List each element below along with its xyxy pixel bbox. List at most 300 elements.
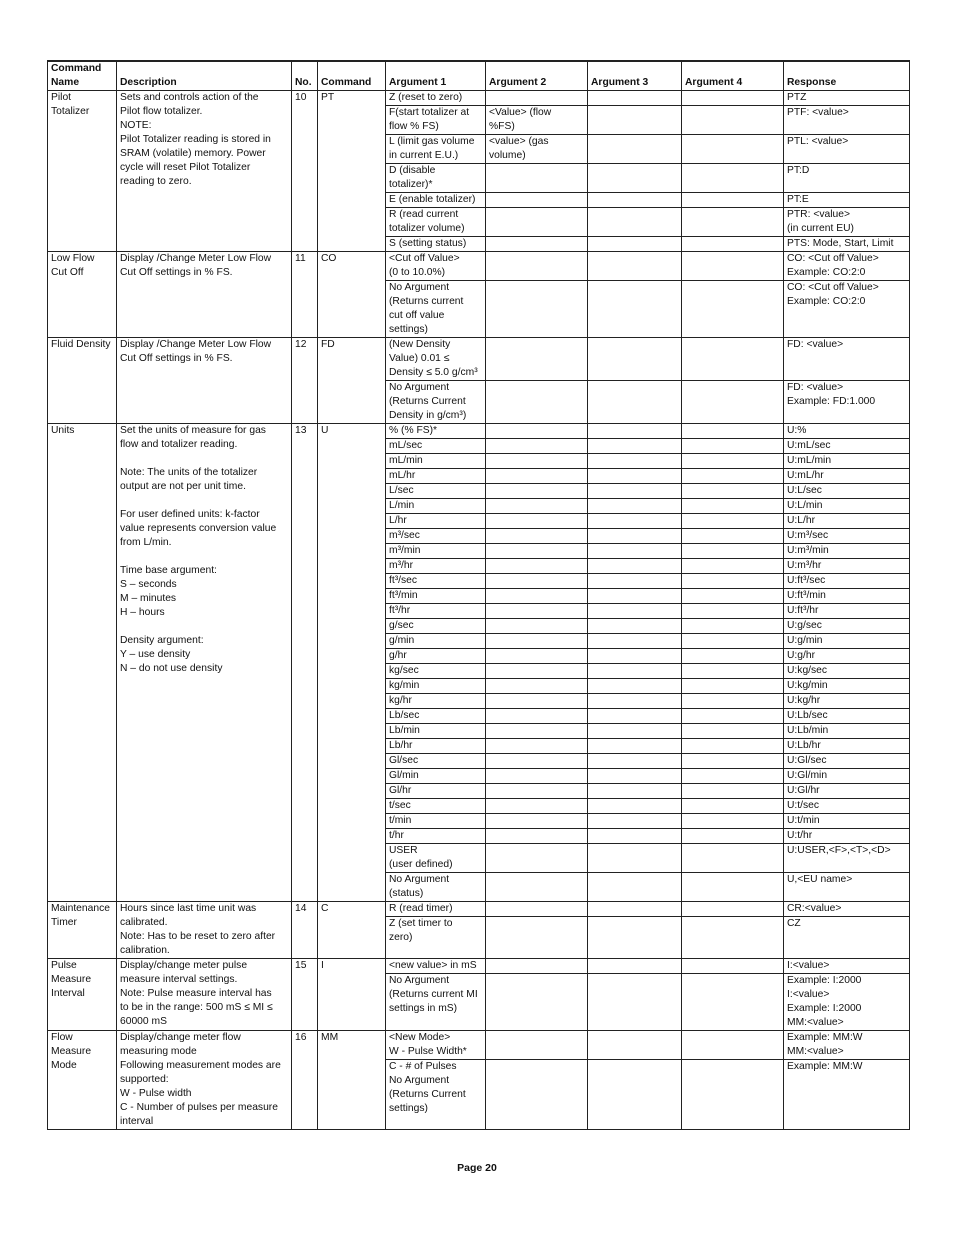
sub-row [682, 619, 783, 634]
response-value: U:L/sec [784, 484, 909, 499]
response-value: PTZ [784, 91, 909, 106]
response-value: U:ft³/min [784, 589, 909, 604]
response-value: U:ft³/sec [784, 574, 909, 589]
sub-row [386, 784, 485, 799]
response-column [784, 91, 910, 252]
sub-row [386, 454, 485, 469]
sub-row [682, 769, 783, 784]
argument-4-value [682, 844, 783, 873]
argument-2-value: <value> (gas volume) [486, 135, 587, 164]
sub-row [386, 1060, 485, 1117]
sub-row [486, 91, 587, 106]
sub-row [588, 135, 681, 164]
argument-1-value: Gl/min [386, 769, 485, 784]
argument-2-value [486, 814, 587, 829]
argument-1-value: Lb/sec [386, 709, 485, 724]
sub-row [588, 439, 681, 454]
sub-row [386, 439, 485, 454]
argument-1-value: m³/sec [386, 529, 485, 544]
sub-row [682, 784, 783, 799]
sub-row [682, 135, 783, 164]
argument-3-value [588, 902, 681, 917]
response-value: PTL: <value> [784, 135, 909, 164]
sub-row [784, 208, 909, 237]
sub-row [386, 281, 485, 338]
response-value: PT:E [784, 193, 909, 208]
argument-1-column [386, 252, 486, 338]
response-column [784, 338, 910, 424]
argument-3-value [588, 574, 681, 589]
sub-row [386, 709, 485, 724]
sub-row [486, 106, 587, 135]
argument-2-column [486, 959, 588, 1031]
argument-2-value [486, 604, 587, 619]
argument-1-value: <new value> in mS [386, 959, 485, 974]
argument-2-value [486, 164, 587, 193]
sub-row [588, 164, 681, 193]
argument-4-value [682, 604, 783, 619]
argument-1-value: No Argument (Returns current cut off value settings) [389, 282, 464, 335]
sub-row [682, 902, 783, 917]
argument-3-value [588, 193, 681, 208]
sub-row [784, 484, 909, 499]
argument-1-value: kg/min [386, 679, 485, 694]
number-cell: 12 [292, 338, 318, 424]
command-row [48, 338, 910, 424]
sub-row [784, 559, 909, 574]
argument-3-value [588, 237, 681, 252]
sub-row [486, 902, 587, 917]
sub-row [682, 679, 783, 694]
description-cell: Sets and controls action of the Pilot flow totalizer. NOTE: Pilot Totalizer reading is stored in SRAM (volatile) memory. Power cycle will reset Pilot Totalizer reading to zero. [117, 91, 292, 252]
sub-row [486, 634, 587, 649]
sub-row [682, 844, 783, 873]
command-name-cell: Pulse Measure Interval [48, 959, 117, 1031]
sub-row [682, 544, 783, 559]
argument-4-value [682, 769, 783, 784]
argument-2-value [486, 559, 587, 574]
argument-2-value [486, 484, 587, 499]
sub-row [588, 649, 681, 664]
sub-row [682, 529, 783, 544]
response-value: U:Lb/hr [784, 739, 909, 754]
sub-row [784, 544, 909, 559]
argument-4-column [682, 252, 784, 338]
argument-3-value [588, 619, 681, 634]
argument-4-value [682, 799, 783, 814]
sub-row [486, 193, 587, 208]
argument-4-value [682, 917, 783, 946]
sub-row [386, 484, 485, 499]
sub-row [386, 1031, 485, 1060]
sub-row [588, 544, 681, 559]
response-value: U,<EU name> [787, 874, 853, 885]
sub-row [386, 694, 485, 709]
sub-row [588, 237, 681, 252]
argument-1-column [386, 424, 486, 902]
sub-row [486, 208, 587, 237]
sub-row [682, 559, 783, 574]
argument-3-column [588, 959, 682, 1031]
command-row [48, 1031, 910, 1130]
sub-row [386, 814, 485, 829]
argument-2-value [486, 381, 587, 424]
command-name-cell: Pilot Totalizer [48, 91, 117, 252]
argument-2-column [486, 252, 588, 338]
sub-row [682, 106, 783, 135]
argument-1-column [386, 338, 486, 424]
sub-row [682, 829, 783, 844]
argument-4-value [682, 252, 783, 281]
sub-row [682, 574, 783, 589]
command-name-cell: Fluid Density [48, 338, 117, 424]
sub-row [486, 281, 587, 338]
sub-row [588, 604, 681, 619]
argument-1-value: F(start totalizer at flow % FS) [386, 106, 485, 135]
sub-row [784, 829, 909, 844]
argument-4-value [682, 754, 783, 769]
argument-3-value [588, 917, 681, 946]
sub-row [588, 529, 681, 544]
argument-1-value: t/hr [386, 829, 485, 844]
command-row [48, 91, 910, 252]
argument-1-value: L (limit gas volume in current E.U.) [386, 135, 485, 164]
argument-4-value [682, 514, 783, 529]
response-value: U:L/min [784, 499, 909, 514]
response-column [784, 1031, 910, 1130]
description-cell: Display /Change Meter Low Flow Cut Off settings in % FS. [117, 252, 292, 338]
argument-4-column [682, 424, 784, 902]
argument-2-value: <Value> (flow %FS) [486, 106, 587, 135]
sub-row [588, 469, 681, 484]
response-value: U:t/min [784, 814, 909, 829]
sub-row [386, 664, 485, 679]
command-cell: PT [318, 91, 386, 252]
sub-row [486, 164, 587, 193]
argument-1-value: <Cut off Value> (0 to 10.0%) [386, 252, 485, 281]
argument-4-column [682, 1031, 784, 1130]
sub-row [386, 252, 485, 281]
sub-row [588, 959, 681, 974]
sub-row [588, 694, 681, 709]
sub-row [784, 499, 909, 514]
response-value: U:g/hr [784, 649, 909, 664]
argument-1-value: ft³/hr [386, 604, 485, 619]
sub-row [784, 135, 909, 164]
command-cell: U [318, 424, 386, 902]
sub-row [588, 709, 681, 724]
argument-3-value [588, 1031, 681, 1060]
sub-row [386, 529, 485, 544]
sub-row [784, 338, 909, 381]
sub-row [386, 559, 485, 574]
argument-3-value [588, 709, 681, 724]
sub-row [386, 974, 485, 1031]
argument-2-value [486, 424, 587, 439]
argument-4-value [682, 784, 783, 799]
sub-row [588, 784, 681, 799]
sub-row [682, 709, 783, 724]
response-value: CZ [787, 918, 801, 929]
argument-2-column [486, 902, 588, 959]
sub-row [386, 193, 485, 208]
sub-row [588, 589, 681, 604]
sub-row [682, 381, 783, 424]
argument-2-value [486, 917, 587, 946]
argument-1-value: L/hr [386, 514, 485, 529]
sub-row [588, 208, 681, 237]
argument-4-value [682, 589, 783, 604]
header-no: No. [292, 61, 318, 91]
sub-row [784, 193, 909, 208]
sub-row [784, 439, 909, 454]
sub-row [486, 799, 587, 814]
argument-1-value: D (disable totalizer)* [386, 164, 485, 193]
argument-4-value [682, 873, 783, 902]
sub-row [588, 917, 681, 946]
argument-4-value [682, 439, 783, 454]
argument-1-value: m³/hr [386, 559, 485, 574]
argument-3-column [588, 338, 682, 424]
argument-2-value [486, 193, 587, 208]
sub-row [588, 252, 681, 281]
sub-row [588, 799, 681, 814]
sub-row [588, 574, 681, 589]
sub-row [588, 974, 681, 1031]
argument-1-value: % (% FS)* [386, 424, 485, 439]
argument-2-value [486, 499, 587, 514]
sub-row [682, 484, 783, 499]
argument-2-value [486, 649, 587, 664]
response-value: U:t/hr [784, 829, 909, 844]
sub-row [386, 679, 485, 694]
response-value: U:USER,<F>,<T>,<D> [784, 844, 909, 873]
argument-2-value [486, 208, 587, 237]
argument-2-column [486, 91, 588, 252]
sub-row [386, 769, 485, 784]
argument-4-value [682, 634, 783, 649]
response-value: FD: <value> [784, 338, 909, 381]
argument-3-value [588, 91, 681, 106]
argument-2-value [486, 902, 587, 917]
sub-row [486, 873, 587, 902]
sub-row [486, 574, 587, 589]
command-cell: C [318, 902, 386, 959]
sub-row [784, 664, 909, 679]
sub-row [784, 769, 909, 784]
argument-1-value: No Argument (Returns current MI settings in mS) [389, 975, 478, 1014]
argument-3-value [588, 829, 681, 844]
argument-1-value: L/sec [386, 484, 485, 499]
argument-4-value [682, 1031, 783, 1060]
sub-row [682, 208, 783, 237]
sub-row [784, 814, 909, 829]
argument-1-column [386, 959, 486, 1031]
sub-row [784, 959, 909, 974]
sub-row [486, 829, 587, 844]
argument-3-value [588, 454, 681, 469]
response-value: U:Gl/sec [784, 754, 909, 769]
response-value: Example: MM:W [787, 1061, 863, 1072]
sub-row [486, 559, 587, 574]
argument-1-value: ft³/min [386, 589, 485, 604]
sub-row [386, 424, 485, 439]
argument-3-value [588, 1060, 681, 1117]
argument-4-value [682, 814, 783, 829]
sub-row [784, 724, 909, 739]
sub-row [682, 499, 783, 514]
sub-row [486, 484, 587, 499]
sub-row [784, 873, 909, 902]
command-table [47, 60, 910, 1130]
argument-1-value: R (read current totalizer volume) [386, 208, 485, 237]
response-value: U:Gl/hr [784, 784, 909, 799]
sub-row [386, 799, 485, 814]
response-value: U:m³/hr [784, 559, 909, 574]
number-cell: 16 [292, 1031, 318, 1130]
response-value: U:ft³/hr [784, 604, 909, 619]
argument-2-value [486, 769, 587, 784]
response-column [784, 424, 910, 902]
argument-2-column [486, 424, 588, 902]
page-number: Page 20 [457, 1162, 497, 1174]
sub-row [682, 281, 783, 338]
sub-row [682, 739, 783, 754]
sub-row [682, 959, 783, 974]
argument-2-value [486, 574, 587, 589]
sub-row [682, 1031, 783, 1060]
sub-row [588, 1031, 681, 1060]
sub-row [588, 499, 681, 514]
argument-3-value [588, 814, 681, 829]
sub-row [588, 754, 681, 769]
response-value: FD: <value> Example: FD:1.000 [787, 382, 876, 407]
sub-row [784, 514, 909, 529]
argument-1-value: kg/hr [386, 694, 485, 709]
sub-row [588, 454, 681, 469]
argument-2-value [486, 694, 587, 709]
sub-row [386, 208, 485, 237]
command-row [48, 252, 910, 338]
description-cell: Hours since last time unit was calibrated. Note: Has to be reset to zero after calibration. [117, 902, 292, 959]
response-value: U:Gl/min [784, 769, 909, 784]
argument-3-value [588, 514, 681, 529]
argument-3-value [588, 381, 681, 424]
sub-row [386, 829, 485, 844]
argument-3-value [588, 799, 681, 814]
sub-row [486, 237, 587, 252]
argument-2-value [486, 281, 587, 338]
sub-row [386, 91, 485, 106]
sub-row [386, 574, 485, 589]
argument-2-value [486, 252, 587, 281]
sub-row [784, 1031, 909, 1060]
sub-row [386, 544, 485, 559]
argument-4-value [682, 106, 783, 135]
argument-2-value [486, 237, 587, 252]
command-cell: MM [318, 1031, 386, 1130]
argument-2-value [486, 1031, 587, 1060]
sub-row [682, 237, 783, 252]
sub-row [588, 619, 681, 634]
response-value: U:kg/min [784, 679, 909, 694]
sub-row [486, 1031, 587, 1060]
argument-2-value [486, 1060, 587, 1117]
sub-row [486, 679, 587, 694]
command-cell: I [318, 959, 386, 1031]
sub-row [486, 694, 587, 709]
response-value: PTS: Mode, Start, Limit [787, 238, 894, 249]
sub-row [486, 135, 587, 164]
sub-row [682, 193, 783, 208]
argument-2-value [486, 799, 587, 814]
sub-row [386, 739, 485, 754]
argument-3-value [588, 164, 681, 193]
argument-4-value [682, 902, 783, 917]
argument-4-column [682, 902, 784, 959]
header-description: Description [117, 61, 292, 91]
sub-row [682, 439, 783, 454]
sub-row [386, 164, 485, 193]
response-value: Example: MM:W MM:<value> [784, 1031, 909, 1060]
sub-row [486, 724, 587, 739]
sub-row [682, 694, 783, 709]
sub-row [784, 739, 909, 754]
argument-4-value [682, 281, 783, 338]
argument-3-value [588, 974, 681, 1031]
response-value: PTF: <value> [784, 106, 909, 135]
sub-row [486, 589, 587, 604]
argument-3-value [588, 634, 681, 649]
sub-row [486, 514, 587, 529]
argument-1-column [386, 91, 486, 252]
sub-row [682, 649, 783, 664]
argument-4-value [682, 529, 783, 544]
sub-row [386, 381, 485, 424]
sub-row [784, 902, 909, 917]
sub-row [588, 873, 681, 902]
sub-row [784, 424, 909, 439]
sub-row [486, 959, 587, 974]
argument-2-value [486, 514, 587, 529]
argument-4-column [682, 91, 784, 252]
argument-3-value [588, 724, 681, 739]
argument-4-value [682, 208, 783, 237]
argument-1-value: R (read timer) [386, 902, 485, 917]
sub-row [682, 799, 783, 814]
argument-3-value [588, 484, 681, 499]
argument-2-value [486, 784, 587, 799]
sub-row [588, 724, 681, 739]
sub-row [784, 799, 909, 814]
sub-row [784, 381, 909, 424]
sub-row [784, 754, 909, 769]
sub-row [588, 424, 681, 439]
sub-row [486, 769, 587, 784]
sub-row [588, 91, 681, 106]
argument-4-value [682, 91, 783, 106]
argument-4-value [682, 619, 783, 634]
sub-row [588, 1060, 681, 1117]
argument-2-value [486, 664, 587, 679]
sub-row [588, 739, 681, 754]
sub-row [682, 514, 783, 529]
response-value: U:m³/sec [784, 529, 909, 544]
response-value: U:Lb/sec [784, 709, 909, 724]
argument-2-value [486, 338, 587, 381]
response-column [784, 252, 910, 338]
sub-row [486, 424, 587, 439]
